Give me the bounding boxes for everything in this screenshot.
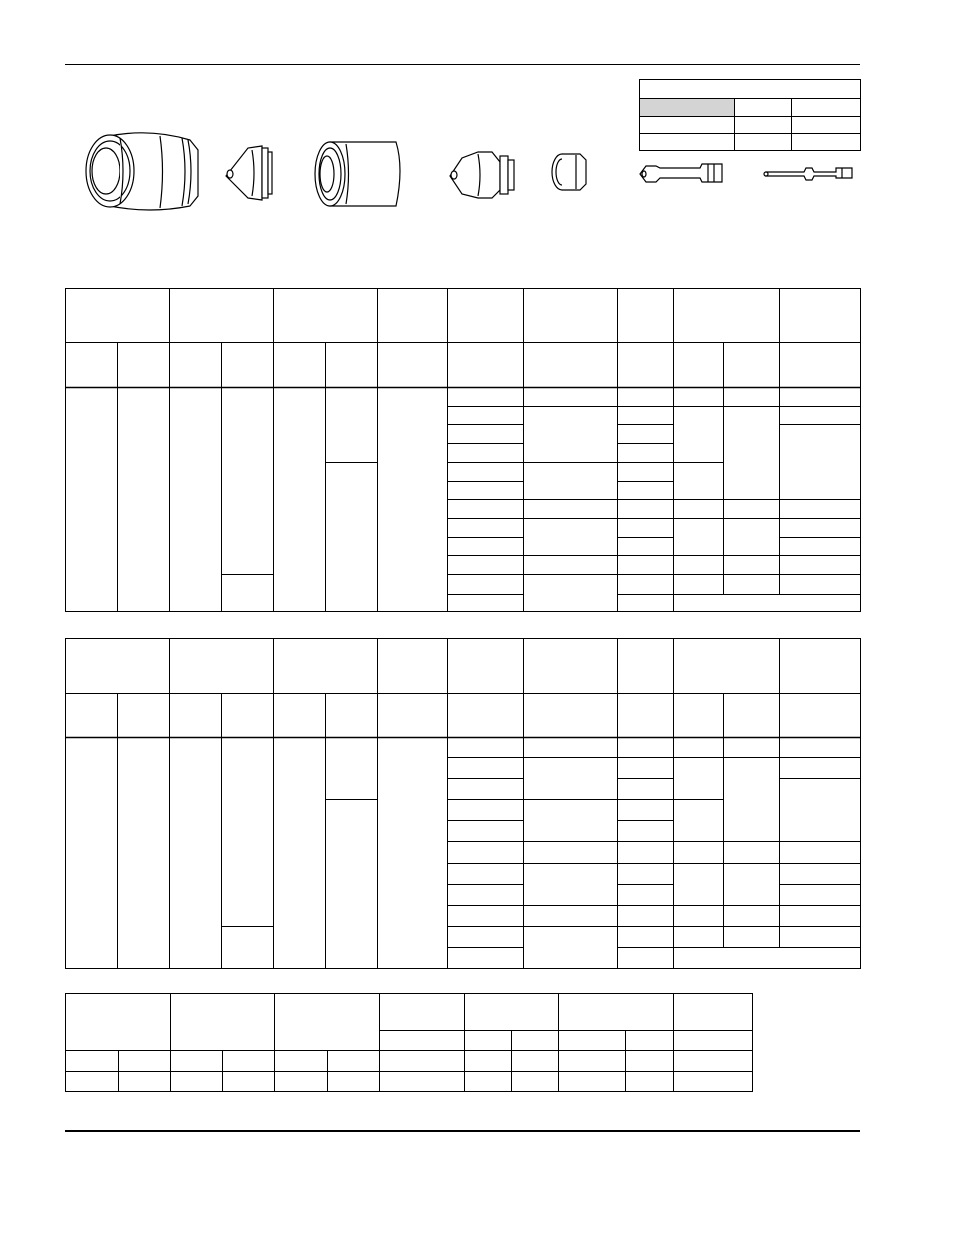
nozzle-icon-2 <box>450 152 514 198</box>
water-tube-icon <box>764 168 852 180</box>
spec-table-1 <box>66 289 861 612</box>
shield-icon <box>86 133 198 210</box>
nozzle-icon <box>226 146 272 200</box>
retaining-cap-icon <box>315 142 400 206</box>
parts-legend-table <box>640 80 861 151</box>
spec-table-3 <box>66 994 753 1092</box>
swirl-ring-icon <box>552 154 586 190</box>
electrode-icon <box>640 164 722 182</box>
spec-table-2 <box>66 639 861 969</box>
